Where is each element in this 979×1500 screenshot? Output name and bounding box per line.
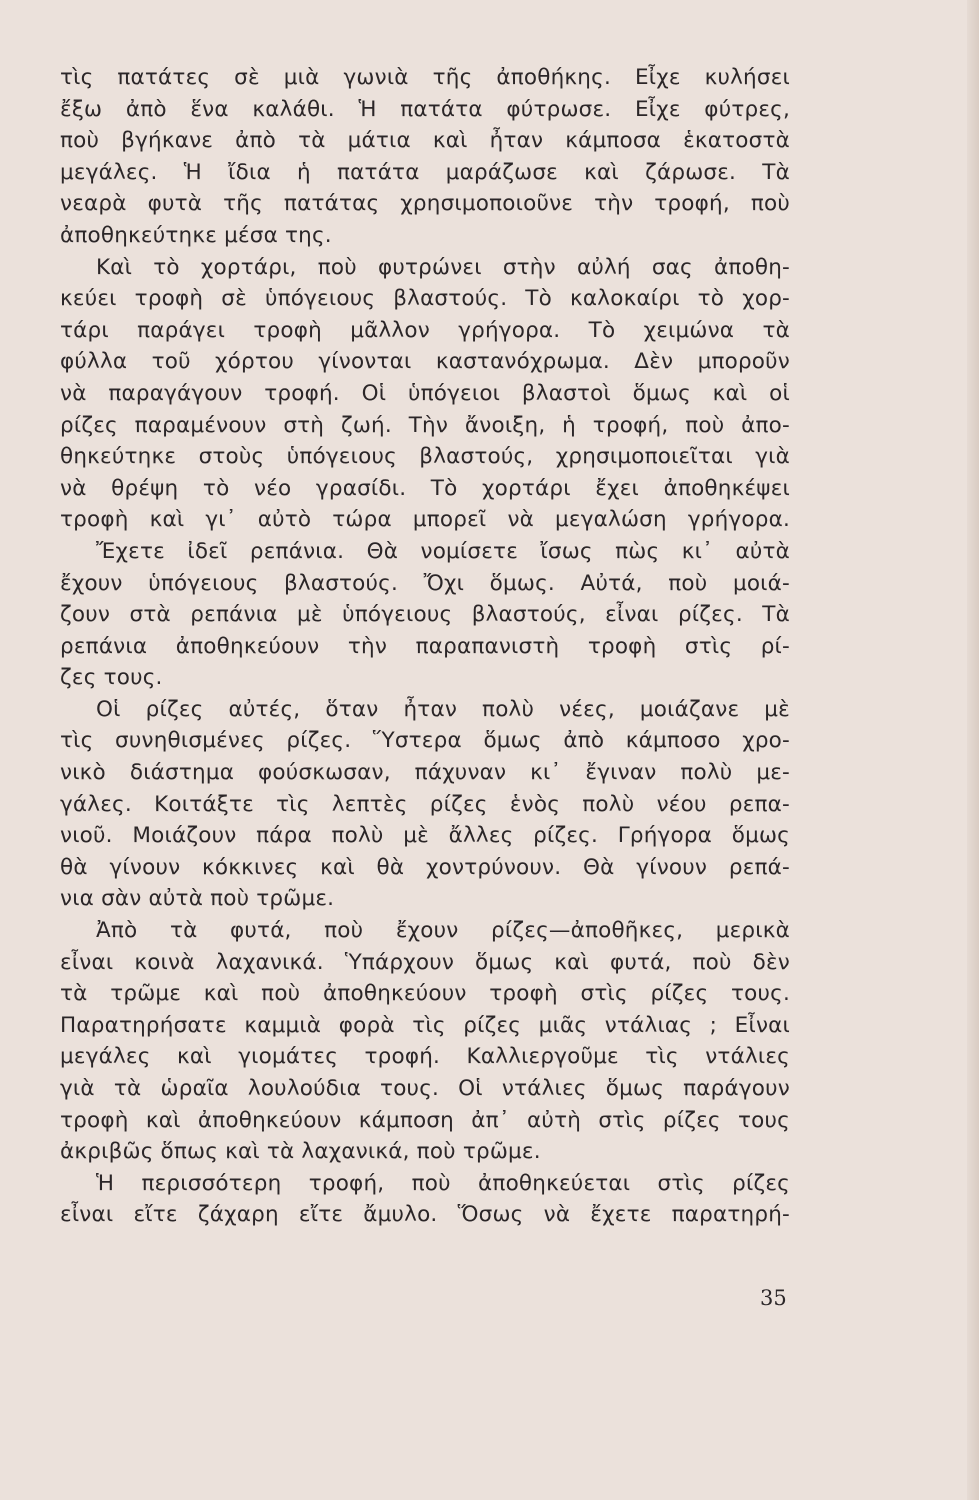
text-line: ζουν στὰ ρεπάνια μὲ ὑπόγειους βλαστούς, εἶναι ρίζες. Τὰ <box>60 602 790 628</box>
text-line: νικὸ διάστημα φούσκωσαν, πάχυναν κι᾽ ἔγιναν πολὺ με- <box>60 760 790 786</box>
text-line: νιοῦ. Μοιάζουν πάρα πολὺ μὲ ἄλλες ρίζες. Γρήγορα ὅμως <box>60 823 790 849</box>
text-line: γάλες. Κοιτάξτε τὶς λεπτὲς ρίζες ἑνὸς πολὺ νέου ρεπα- <box>60 791 790 817</box>
text-line: μεγάλες καὶ γιομάτες τροφή. Καλλιεργοῦμε τὶς ντάλιες <box>60 1044 790 1070</box>
text-line: τάρι παράγει τροφὴ μᾶλλον γρήγορα. Τὸ χειμώνα τὰ <box>60 317 790 343</box>
text-line: ποὺ βγήκανε ἀπὸ τὰ μάτια καὶ ἦταν κάμποσα ἑκατοστὰ <box>60 128 790 154</box>
text-line: ἔξω ἀπὸ ἕνα καλάθι. Ἡ πατάτα φύτρωσε. Εἶχε φύτρες, <box>60 96 790 122</box>
text-line: τὰ τρῶμε καὶ ποὺ ἀποθηκεύουν τροφὴ στὶς ρίζες τους. <box>60 981 790 1007</box>
text-line: ζες τους. <box>60 665 163 691</box>
text-line: τροφὴ καὶ ἀποθηκεύουν κάμποση ἀπ᾽ αὐτὴ στὶς ρίζες τους <box>60 1107 790 1133</box>
text-line: Ἔχετε ἰδεῖ ρεπάνια. Θὰ νομίσετε ἴσως πὼς κι᾽ αὐτὰ <box>96 538 790 564</box>
text-line: νεαρὰ φυτὰ τῆς πατάτας χρησιμοποιοῦνε τὴν τροφή, ποὺ <box>60 191 790 217</box>
text-line: νὰ θρέψη τὸ νέο γρασίδι. Τὸ χορτάρι ἔχει ἀποθηκέψει <box>60 475 790 501</box>
text-line: θὰ γίνουν κόκκινες καὶ θὰ χοντρύνουν. Θὰ γίνουν ρεπά- <box>60 854 790 880</box>
page-edge <box>967 0 979 1500</box>
text-line: εἶναι εἴτε ζάχαρη εἴτε ἄμυλο. Ὅσως νὰ ἔχετε παρατηρή- <box>60 1202 790 1228</box>
text-line: Ἀπὸ τὰ φυτά, ποὺ ἔχουν ρίζες—ἀποθῆκες, μερικὰ <box>96 918 790 944</box>
text-line: Ἡ περισσότερη τροφή, ποὺ ἀποθηκεύεται στὶς ρίζες <box>96 1170 790 1196</box>
text-line: θηκεύτηκε στοὺς ὑπόγειους βλαστούς, χρησιμοποιεῖται γιὰ <box>60 444 790 470</box>
text-line: τροφὴ καὶ γι᾽ αὐτὸ τώρα μπορεῖ νὰ μεγαλώση γρήγορα. <box>60 507 790 533</box>
page-number: 35 <box>760 1286 787 1310</box>
text-line: ἀκριβῶς ὅπως καὶ τὰ λαχανικά, ποὺ τρῶμε. <box>60 1139 541 1165</box>
text-line: κεύει τροφὴ σὲ ὑπόγειους βλαστούς. Τὸ καλοκαίρι τὸ χορ- <box>60 286 790 312</box>
text-line: μεγάλες. Ἡ ἴδια ἡ πατάτα μαράζωσε καὶ ζάρωσε. Τὰ <box>60 159 790 185</box>
text-line: ἔχουν ὑπόγειους βλαστούς. Ὄχι ὅμως. Αὐτά, ποὺ μοιά- <box>60 570 790 596</box>
text-line: Παρατηρήσατε καμμιὰ φορὰ τὶς ρίζες μιᾶς ντάλιας ; Εἶναι <box>60 1012 790 1038</box>
text-line: φύλλα τοῦ χόρτου γίνονται καστανόχρωμα. Δὲν μποροῦν <box>60 349 790 375</box>
text-line: τὶς συνηθισμένες ρίζες. Ὕστερα ὅμως ἀπὸ κάμποσο χρο- <box>60 728 790 754</box>
text-line: νια σὰν αὐτὰ ποὺ τρῶμε. <box>60 886 335 912</box>
body-text <box>60 62 790 1231</box>
text-line: εἶναι κοινὰ λαχανικά. Ὑπάρχουν ὅμως καὶ φυτά, ποὺ δὲν <box>60 949 790 975</box>
text-line: Καὶ τὸ χορτάρι, ποὺ φυτρώνει στὴν αὐλή σας ἀποθη- <box>96 254 790 280</box>
text-line: τὶς πατάτες σὲ μιὰ γωνιὰ τῆς ἀποθήκης. Εἶχε κυλήσει <box>60 65 790 90</box>
text-line: ρεπάνια ἀποθηκεύουν τὴν παραπανιστὴ τροφὴ στὶς ρί- <box>60 633 790 659</box>
text-line: νὰ παραγάγουν τροφή. Οἱ ὑπόγειοι βλαστοὶ ὅμως καὶ οἱ <box>60 380 790 406</box>
text-line: ἀποθηκεύτηκε μέσα της. <box>60 222 332 248</box>
text-line: ρίζες παραμένουν στὴ ζωή. Τὴν ἄνοιξη, ἡ τροφή, ποὺ ἀπο- <box>60 412 790 438</box>
text-line: γιὰ τὰ ὡραῖα λουλούδια τους. Οἱ ντάλιες ὅμως παράγουν <box>60 1076 790 1101</box>
text-line: Οἱ ρίζες αὐτές, ὅταν ἦταν πολὺ νέες, μοιάζανε μὲ <box>96 696 790 722</box>
